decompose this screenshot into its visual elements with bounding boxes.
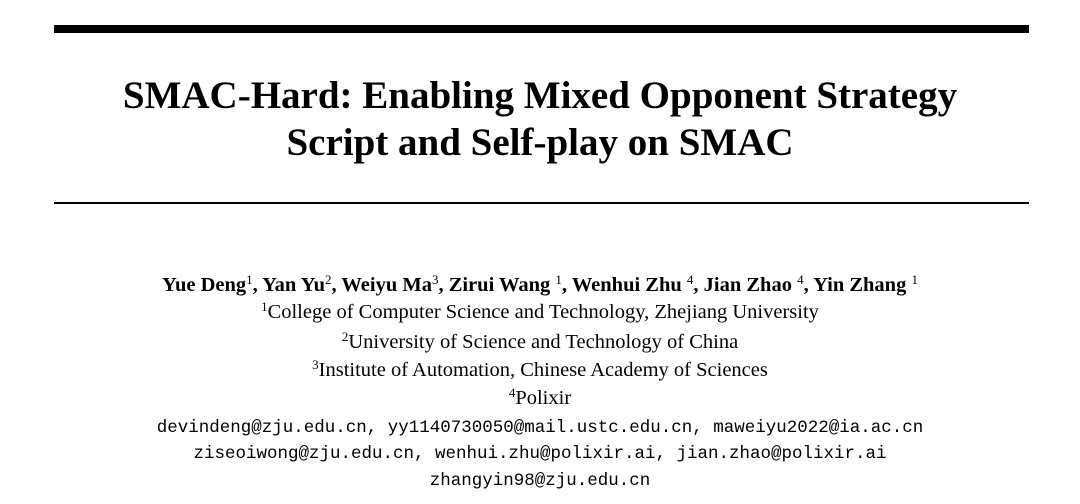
author-yin-zhang [813,274,918,296]
author-jian-zhao [704,274,813,296]
affiliation-text: Institute of Automation, Chinese Academy of Sciences [318,359,768,381]
author-affiliation-mark: 1 [911,272,918,287]
author-affiliation-mark: 4 [686,272,694,287]
author-separator: , [561,274,572,296]
affiliation-text: Polixir [515,387,572,409]
author-yue-deng [162,274,262,296]
author-affiliation-mark: 1 [246,272,253,287]
author-name: Yin Zhang [813,274,907,296]
affiliation-mark: 3 [312,357,319,372]
author-yan-yu [262,274,341,296]
affiliation-mark: 4 [508,385,516,400]
email-line-2: ziseoiwong@zju.edu.cn, wenhui.zhu@polixir.ai, jian.zhao@polixir.ai [193,444,887,464]
author-separator: , [803,274,814,296]
affiliation-mark: 2 [341,329,349,344]
author-affiliation-mark: 2 [325,272,332,287]
author-separator: , [252,274,263,296]
paper-title [0,72,1080,166]
title-bottom-rule [54,202,1029,204]
author-name: Yue Deng [162,274,247,296]
author-affiliation-mark: 3 [431,272,439,287]
author-list [0,272,1080,299]
author-separator: , [693,274,704,296]
title-line-1: SMAC-Hard: Enabling Mixed Opponent Strategy [122,74,958,117]
author-separator: , [438,274,449,296]
affiliation-text: College of Computer Science and Technology, Zhejiang University [267,301,819,323]
affiliation-2 [0,329,1080,356]
email-line-1: devindeng@zju.edu.cn, yy1140730050@mail.ustc.edu.cn, maweiyu2022@ia.ac.cn [156,418,924,438]
author-separator: , [331,274,342,296]
author-affiliation-mark: 1 [555,272,562,287]
author-name: Wenhui Zhu [571,274,682,296]
author-name: Yan Yu [262,274,326,296]
author-name: Weiyu Ma [341,274,432,296]
author-wenhui-zhu [572,274,704,296]
affiliation-4 [0,385,1080,412]
affiliation-mark: 1 [261,299,268,314]
author-weiyu-ma [341,274,448,296]
email-line-3: zhangyin98@zju.edu.cn [429,471,651,491]
author-name: Jian Zhao [703,274,792,296]
affiliation-3 [0,357,1080,384]
author-name: Zirui Wang [448,274,551,296]
author-affiliation-mark: 4 [797,272,804,287]
title-line-2: Script and Self-play on SMAC [286,121,794,164]
affiliation-text: University of Science and Technology of China [348,331,739,353]
top-rule [54,25,1029,33]
author-zirui-wang [449,274,572,296]
affiliation-1 [0,299,1080,326]
